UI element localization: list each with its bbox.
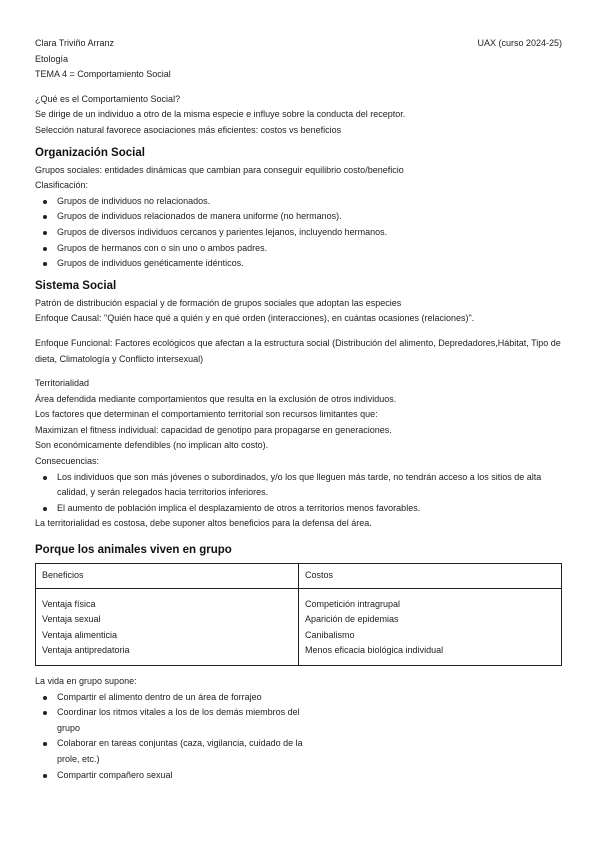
consecuencias-label: Consecuencias:: [35, 456, 100, 467]
costo-item: Menos eficacia biológica individual: [305, 645, 444, 656]
beneficios-cell: [36, 588, 299, 665]
vida-grupo-label: La vida en grupo supone:: [35, 676, 137, 686]
territorialidad-line: Área defendida mediante comportamientos que resulta en la exclusión de otros individuos.: [35, 393, 397, 404]
costo-item: Aparición de epidemias: [305, 614, 399, 625]
intro-line: Se dirige de un individuo a otro de la misma especie e influye sobre la conducta del receptor.: [35, 109, 406, 120]
list-item: Grupos de diversos individuos cercanos y parientes lejanos, incluyendo hermanos.: [57, 225, 562, 241]
clasificacion-label: Clasificación:: [35, 180, 89, 191]
table-header-beneficios: Beneficios: [36, 564, 299, 589]
sistema-line: Patrón de distribución espacial y de formación de grupos sociales que adoptan las especies: [35, 297, 402, 308]
territorialidad-title: Territorialidad: [35, 378, 90, 389]
enfoque-funcional: Enfoque Funcional: Factores ecológicos que afectan a la estructura social (Distribución del alimento, Depredadores,Hábitat, Tipo de dieta, Climatología y Conflicto intersexual): [35, 337, 561, 364]
section-heading-grupo: Porque los animales viven en grupo: [35, 544, 232, 557]
list-item: Grupos de individuos no relacionados.: [57, 194, 562, 210]
list-item: El aumento de población implica el desplazamiento de otros a territorios menos favorables.: [57, 501, 562, 517]
table-header-costos: Costos: [299, 564, 562, 589]
document-body: [35, 36, 562, 783]
benefits-costs-table: [35, 563, 562, 666]
list-item: Los individuos que son más jóvenes o subordinados, y/o los que lleguen más tarde, no tendrán acceso a los sitios de alta calidad, y serán relegados hacia territorios inferiores.: [57, 470, 562, 501]
sistema-line: Enfoque Causal: "Quién hace qué a quién y en qué orden (interacciones), en cuántas ocasiones (relaciones)".: [35, 313, 475, 324]
list-item: Grupos de individuos genéticamente idénticos.: [57, 256, 562, 272]
costo-item: Competición intragrupal: [305, 598, 401, 609]
list-item: Colaborar en tareas conjuntas (caza, vigilancia, cuidado de la prole, etc.): [57, 736, 317, 767]
list-item: Compartir compañero sexual: [57, 768, 317, 784]
list-item: Coordinar los ritmos vitales a los de los demás miembros del grupo: [57, 705, 317, 736]
subject-label: Etología: [35, 53, 69, 64]
territorialidad-closing: La territorialidad es costosa, debe suponer altos beneficios para la defensa del área.: [35, 518, 372, 529]
territorialidad-line: Los factores que determinan el comportamiento territorial son recursos limitantes que:: [35, 409, 378, 420]
beneficio-item: Ventaja sexual: [42, 614, 101, 625]
clasificacion-list: [35, 194, 562, 272]
beneficio-item: Ventaja antipredatoria: [42, 645, 130, 656]
vida-grupo-list: [35, 690, 317, 784]
list-item: Grupos de individuos relacionados de manera uniforme (no hermanos).: [57, 209, 562, 225]
header-row: [35, 36, 562, 52]
territorialidad-line: Son económicamente defendibles (no implican alto costo).: [35, 440, 269, 451]
section-heading-organizacion: Organización Social: [35, 146, 145, 159]
table-row: [36, 588, 562, 665]
topic-title: TEMA 4 = Comportamiento Social: [35, 69, 171, 80]
groups-definition: Grupos sociales: entidades dinámicas que cambian para conseguir equilibrio costo/beneficio: [35, 164, 404, 175]
list-item: Grupos de hermanos con o sin uno o ambos padres.: [57, 241, 562, 257]
course-label: UAX (curso 2024-25): [477, 38, 562, 48]
costo-item: Canibalismo: [305, 629, 355, 640]
beneficio-item: Ventaja física: [42, 598, 96, 609]
costos-cell: [299, 588, 562, 665]
consecuencias-list: [35, 470, 562, 517]
section-heading-sistema: Sistema Social: [35, 279, 117, 292]
territorialidad-line: Maximizan el fitness individual: capacidad de genotipo para propagarse en generaciones.: [35, 424, 392, 435]
intro-line: Selección natural favorece asociaciones más eficientes: costos vs beneficios: [35, 124, 342, 135]
list-item: Compartir el alimento dentro de un área de forrajeo: [57, 690, 317, 706]
table-header-row: [36, 564, 562, 589]
beneficio-item: Ventaja alimenticia: [42, 629, 118, 640]
intro-question: ¿Qué es el Comportamiento Social?: [35, 93, 181, 104]
author-name: Clara Triviño Arranz: [35, 38, 115, 48]
